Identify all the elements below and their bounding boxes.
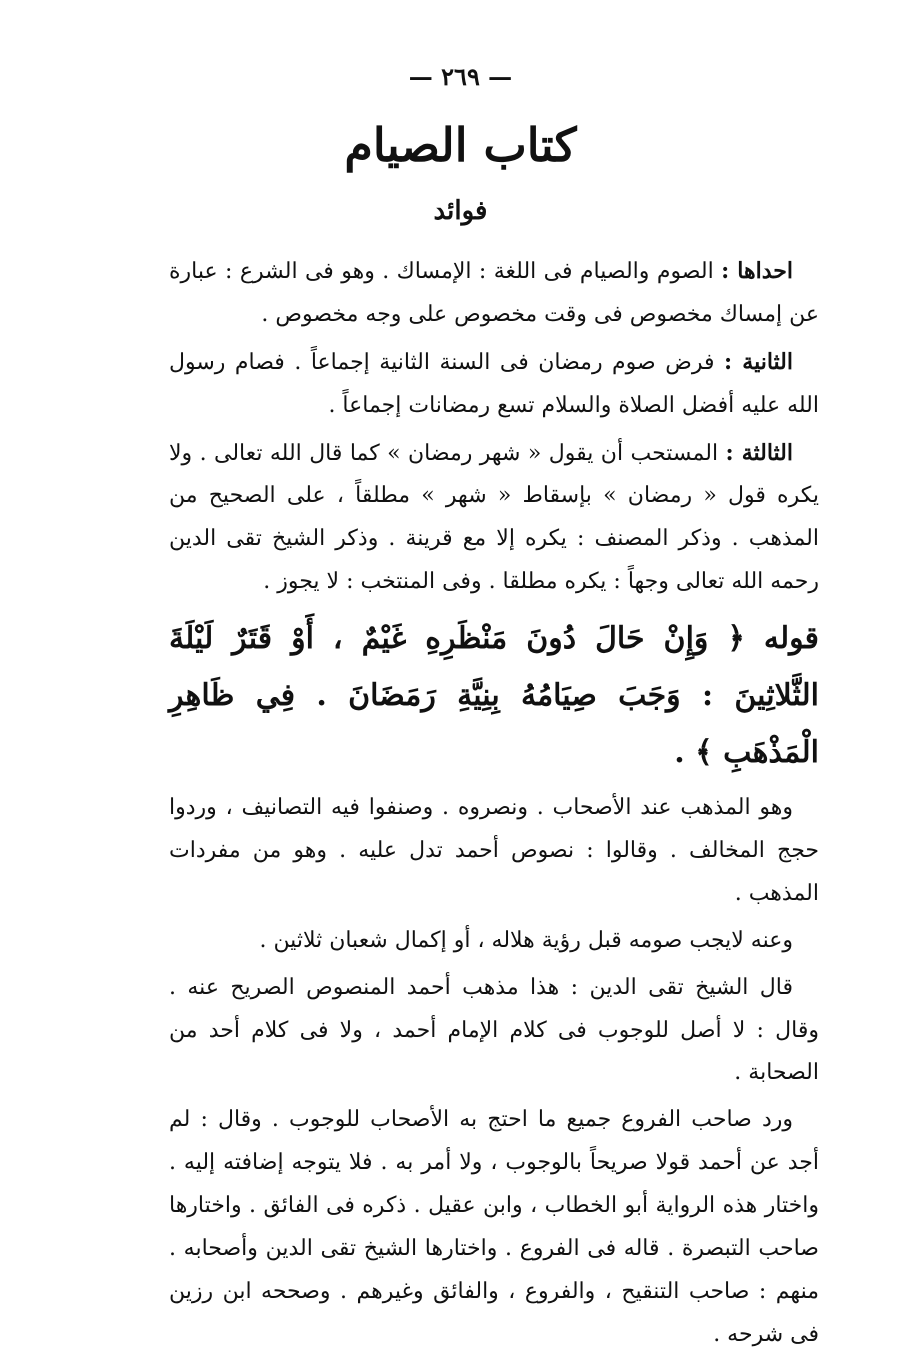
quoted-text: قوله ﴿ وَإِنْ حَالَ دُونَ مَنْظَرِهِ غَيْمٌ ، أَوْ قَتَرٌ لَيْلَةَ الثَّلاثِينَ : وَجَبَ صِيَامُهُ بِنِيَّةِ رَمَضَانَ . فِي ظَاهِرِ الْمَذْهَبِ ﴾ . xyxy=(169,621,819,771)
chapter-title: كتاب الصيام xyxy=(344,118,577,172)
page-number: — ٢٦٩ — xyxy=(408,62,513,91)
commentary-paragraph: قال الشيخ تقى الدين : هذا مذهب أحمد المنصوص الصريح عنه . وقال : لا أصل للوجوب فى كلام الإمام أحمد ، ولا فى كلام أحد من الصحابة . xyxy=(169,974,819,1086)
paragraph-text: فرض صوم رمضان فى السنة الثانية إجماعاً . فصام رسول الله عليه أفضل الصلاة والسلام تسع رمضانات إجماعاً . xyxy=(169,349,819,418)
body-text xyxy=(169,250,819,1361)
paragraph-label: الثانية : xyxy=(723,348,793,375)
paragraph-third xyxy=(169,432,819,605)
paragraph-label: احداها : xyxy=(721,258,793,284)
paragraph-first xyxy=(169,250,819,337)
commentary-paragraph: وهو المذهب عند الأصحاب . ونصروه . وصنفوا فيه التصانيف ، وردوا حجج المخالف . وقالوا : نصوص أحمد تدل عليه . وهو من مفردات المذهب . xyxy=(169,795,819,906)
paragraph-text: المستحب أن يقول « شهر رمضان » كما قال الله تعالى . ولا يكره قول « رمضان » بإسقاط « شهر » مطلقاً ، على الصحيح من المذهب . وذكر المصنف : يكره إلا مع قرينة . وذكر الشيخ تقى الدين رحمه الله تعالى وجهاً : يكره مطلقا . وفى المنتخب : لا يجوز . xyxy=(169,440,819,595)
section-subtitle: فوائد xyxy=(433,196,488,226)
paragraph-second xyxy=(169,341,819,428)
commentary-paragraph: وعنه لايجب صومه قبل رؤية هلاله ، أو إكمال شعبان ثلاثين . xyxy=(259,927,793,953)
paragraph-text: الصوم والصيام فى اللغة : الإمساك . وهو فى الشرع : عبارة عن إمساك مخصوص فى وقت مخصوص على وجه مخصوص . xyxy=(169,259,819,327)
paragraph-label: الثالثة : xyxy=(725,439,793,466)
commentary-paragraph: ورد صاحب الفروع جميع ما احتج به الأصحاب للوجوب . وقال : لم أجد عن أحمد قولا صريحاً بالوجوب ، ولا أمر به . فلا يتوجه إضافته إليه . واختار هذه الرواية أبو الخطاب ، وابن عقيل . ذكره فى الفائق . واختارها صاحب التبصرة . قاله فى الفروع . واختارها الشيخ تقى الدين وأصحابه . منهم : صاحب التنقيح ، والفروع ، والفائق وغيرهم . وصححه ابن رزين فى شرحه . xyxy=(169,1107,819,1347)
